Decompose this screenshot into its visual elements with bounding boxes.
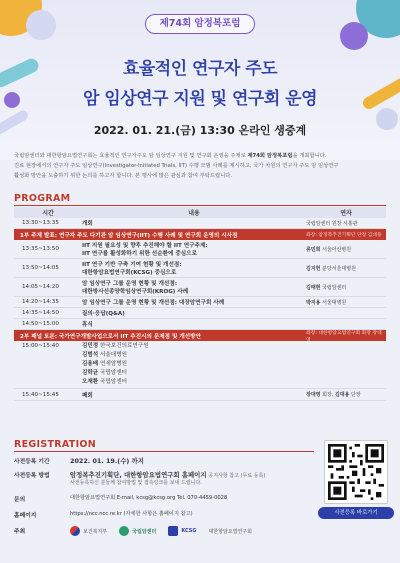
method-label: 사전등록 방법 [14,473,50,479]
member-name: 김용배 [82,361,99,367]
panel-member [82,378,306,387]
table-row [14,297,386,308]
host-logo [70,526,107,536]
host-label: 주최 [14,529,26,535]
speaker-org: 분당서울대병원 [322,265,356,272]
table-row [14,259,386,278]
host-name: 대한항암요법연구회 [208,528,252,535]
intro-line1c: 을 개최합니다. [292,153,327,159]
content-cell [82,240,306,258]
table-row [14,240,386,259]
method-block [70,470,265,486]
host-name: KCSG [181,528,197,534]
member-org: 국립암센터 [100,370,128,376]
intro-highlight: 제74회 암정복포럼 [247,153,293,159]
content-line: 대한방사선종양학임상연구회(KROG) 사례 [82,289,189,295]
period-value: 2022. 01. 19.(수) 까지 [70,457,144,465]
session1-title: 1부 주제 발표: 연구자 주도 다기관 암 임상연구(IIT) 수행 사례 및 연구회 운영의 시사점 [20,232,238,239]
speaker-cell [306,240,386,258]
speaker-cell [306,341,386,388]
reg-row-method [14,470,265,486]
member-org: 서울대병원 [100,352,128,358]
speaker-sep: 회장, [320,392,335,398]
content-line: IIT 연구를 활성화하기 위한 선순환에 중심으로 [82,251,197,257]
host-name: 국립암센터 [132,528,157,535]
member-name: 김학균 [82,370,99,376]
speaker-name: 김대용 [334,392,350,398]
speaker-org: 서울아산병원 [322,246,352,253]
member-org: 한국보건의료연구원 [100,343,149,349]
intro-line2: 진료 현장에서의 연구자 주도 임상연구(Investigator-Initiated Trials, IIT) 수행 모범 사례를 제시하고, 국가 차원의 연구자 주도 암 임상연구 [14,163,339,169]
member-org: 국립암센터 [100,379,128,385]
speaker-name: 장대영 [306,392,321,398]
speaker-cell [306,278,386,296]
speaker-name: 김지헌 [306,265,321,272]
contact-label: 문의 [14,497,26,503]
host-logo [168,526,196,536]
session1-chair: 좌장: 암정복추진기획단 단장 김대용 [306,233,382,238]
panel-member [82,342,306,351]
panel-member [82,360,306,369]
panel-members [82,341,306,388]
content-line: 암 임상연구 그룹 운영 현황 및 개선점: [82,281,177,287]
content-cell [82,259,306,277]
session2-band [14,330,386,341]
ncc-logo-icon [119,526,129,536]
time-cell: 13:50~14:05 [22,265,59,271]
speaker-name: 박지용 [306,299,321,306]
header-speaker: 연자 [340,210,352,217]
speaker-cell [306,308,386,318]
session1-band [14,229,386,240]
method-note: 공지사항 참고 (무료 등록) [208,473,266,479]
kcsg-logo-icon [168,526,178,536]
speaker-cell [306,297,386,307]
session2-chair: 좌장: 대한항암요법연구회 회장 장대영 [306,330,382,343]
table-row [14,278,386,297]
speaker-cell [306,319,386,329]
content-cell: 질의·응답(Q&A) [82,311,125,317]
time-cell: 13:35~13:50 [22,246,59,252]
program-title: PROGRAM [14,193,71,204]
speaker-cell: 국립암센터 원장 서홍관 [306,220,358,227]
content-cell: 폐회 [82,392,93,399]
session2-title: 2부 패널 토론: 국가연구개발사업으로서 IIT 추진시의 문제점 및 개선방안 [20,333,201,340]
time-cell: 14:35~14:50 [22,310,59,316]
member-org: 연세암병원 [100,361,128,367]
table-row-closing [14,389,386,401]
intro-line3: 활성화 방안을 도출하기 위한 논의를 하고자 합니다. 본 행사에 많은 관심과 참여 부탁드립니다. [14,173,233,179]
speaker-name: 김태현 [306,284,321,291]
table-row-panel [14,341,386,389]
decor-circle [26,10,56,40]
member-name: 김민정 [82,343,99,349]
content-line: IIT 지원 필요성 및 향후 추진해야 할 IIT 연구주제: [82,243,208,249]
reg-row-contact [14,494,227,503]
speaker-org: 국립암센터 [322,284,347,291]
period-label: 사전등록 기간 [14,459,50,465]
event-date: 2022. 01. 21.(금) 13:30 온라인 생중계 [93,124,307,137]
forum-badge: 제74회 암정복포럼 [145,14,255,34]
reg-row-period [14,456,144,465]
homepage-link[interactable]: https://ncc.ncc.re.kr (자세한 사항은 홈페이지 참고) [70,511,193,517]
time-cell: 14:20~14:35 [22,299,59,305]
table-row [14,308,386,319]
speaker-cell [306,389,386,400]
method-value: 암정복추진기획단, 대한항암요법연구회 홈페이지 [70,471,207,479]
homepage-label: 홈페이지 [14,513,37,519]
host-logo [208,528,251,535]
panel-member [82,351,306,360]
method-sub: 사전등록하신 분들께 참여방법 및 접속링크를 보내 드립니다. [70,480,202,486]
page-title-line2: 암 임상연구 지원 및 연구회 운영 [82,89,318,109]
time-cell: 15:00~15:40 [22,343,59,349]
content-cell: 암 임상연구 그룹 운영 현황 및 개선점: 대장암연구회 사례 [82,300,225,306]
speaker-cell [306,259,386,277]
contact-value: 대한항암요법연구회 E-mail, kcsg@kcsg.org Tel. 070-4459-0028 [70,495,228,501]
qr-code-icon [328,444,384,500]
registration-title: REGISTRATION [14,439,97,450]
reg-row-homepage [14,510,193,519]
time-cell: 14:05~14:20 [22,284,59,290]
content-cell: 개회 [82,221,93,227]
panel-member [82,369,306,378]
time-cell: 15:40~15:45 [22,391,59,398]
content-line: 대한항암요법연구회(KCSG) 중심으로 [82,270,177,276]
member-name: 김범석 [82,352,99,358]
content-line: IIT 연구 기반 구축 기여 현황 및 개선점: [82,262,182,268]
time-cell: 13:30~13:35 [22,220,59,226]
registration-rule [14,451,314,452]
member-name: 오재환 [82,379,99,385]
program-rule [14,205,386,206]
intro-line1a: 국립암센터와 대한항암요법연구회는 효율적인 연구자주도 암 임상연구 지원 및 연구회 운영을 주제로 [14,153,248,159]
speaker-org: 서울대병원 [322,299,347,306]
table-row-opening [14,218,386,229]
speaker-name: 류민희 [306,246,321,253]
reg-row-host [14,526,264,536]
time-cell: 14:50~15:00 [22,321,59,327]
registration-qr-code[interactable] [324,440,388,504]
header-time: 시간 [42,210,54,217]
program-table [14,207,386,401]
host-name: 보건복지부 [83,528,108,535]
host-logo [119,526,156,536]
speaker-sep: 단장 [349,392,361,398]
registration-shortcut-button[interactable]: 사전등록 바로가기 [318,507,394,519]
ministry-logo-icon [70,526,80,536]
program-header-row [14,207,386,218]
page-title-line1: 효율적인 연구자 주도 [122,59,278,79]
content-cell [82,278,306,296]
host-logos [70,526,264,536]
intro-text [14,151,386,181]
decor-circle [340,22,368,50]
header-content: 내용 [188,210,200,217]
content-cell: 휴식 [82,322,93,328]
